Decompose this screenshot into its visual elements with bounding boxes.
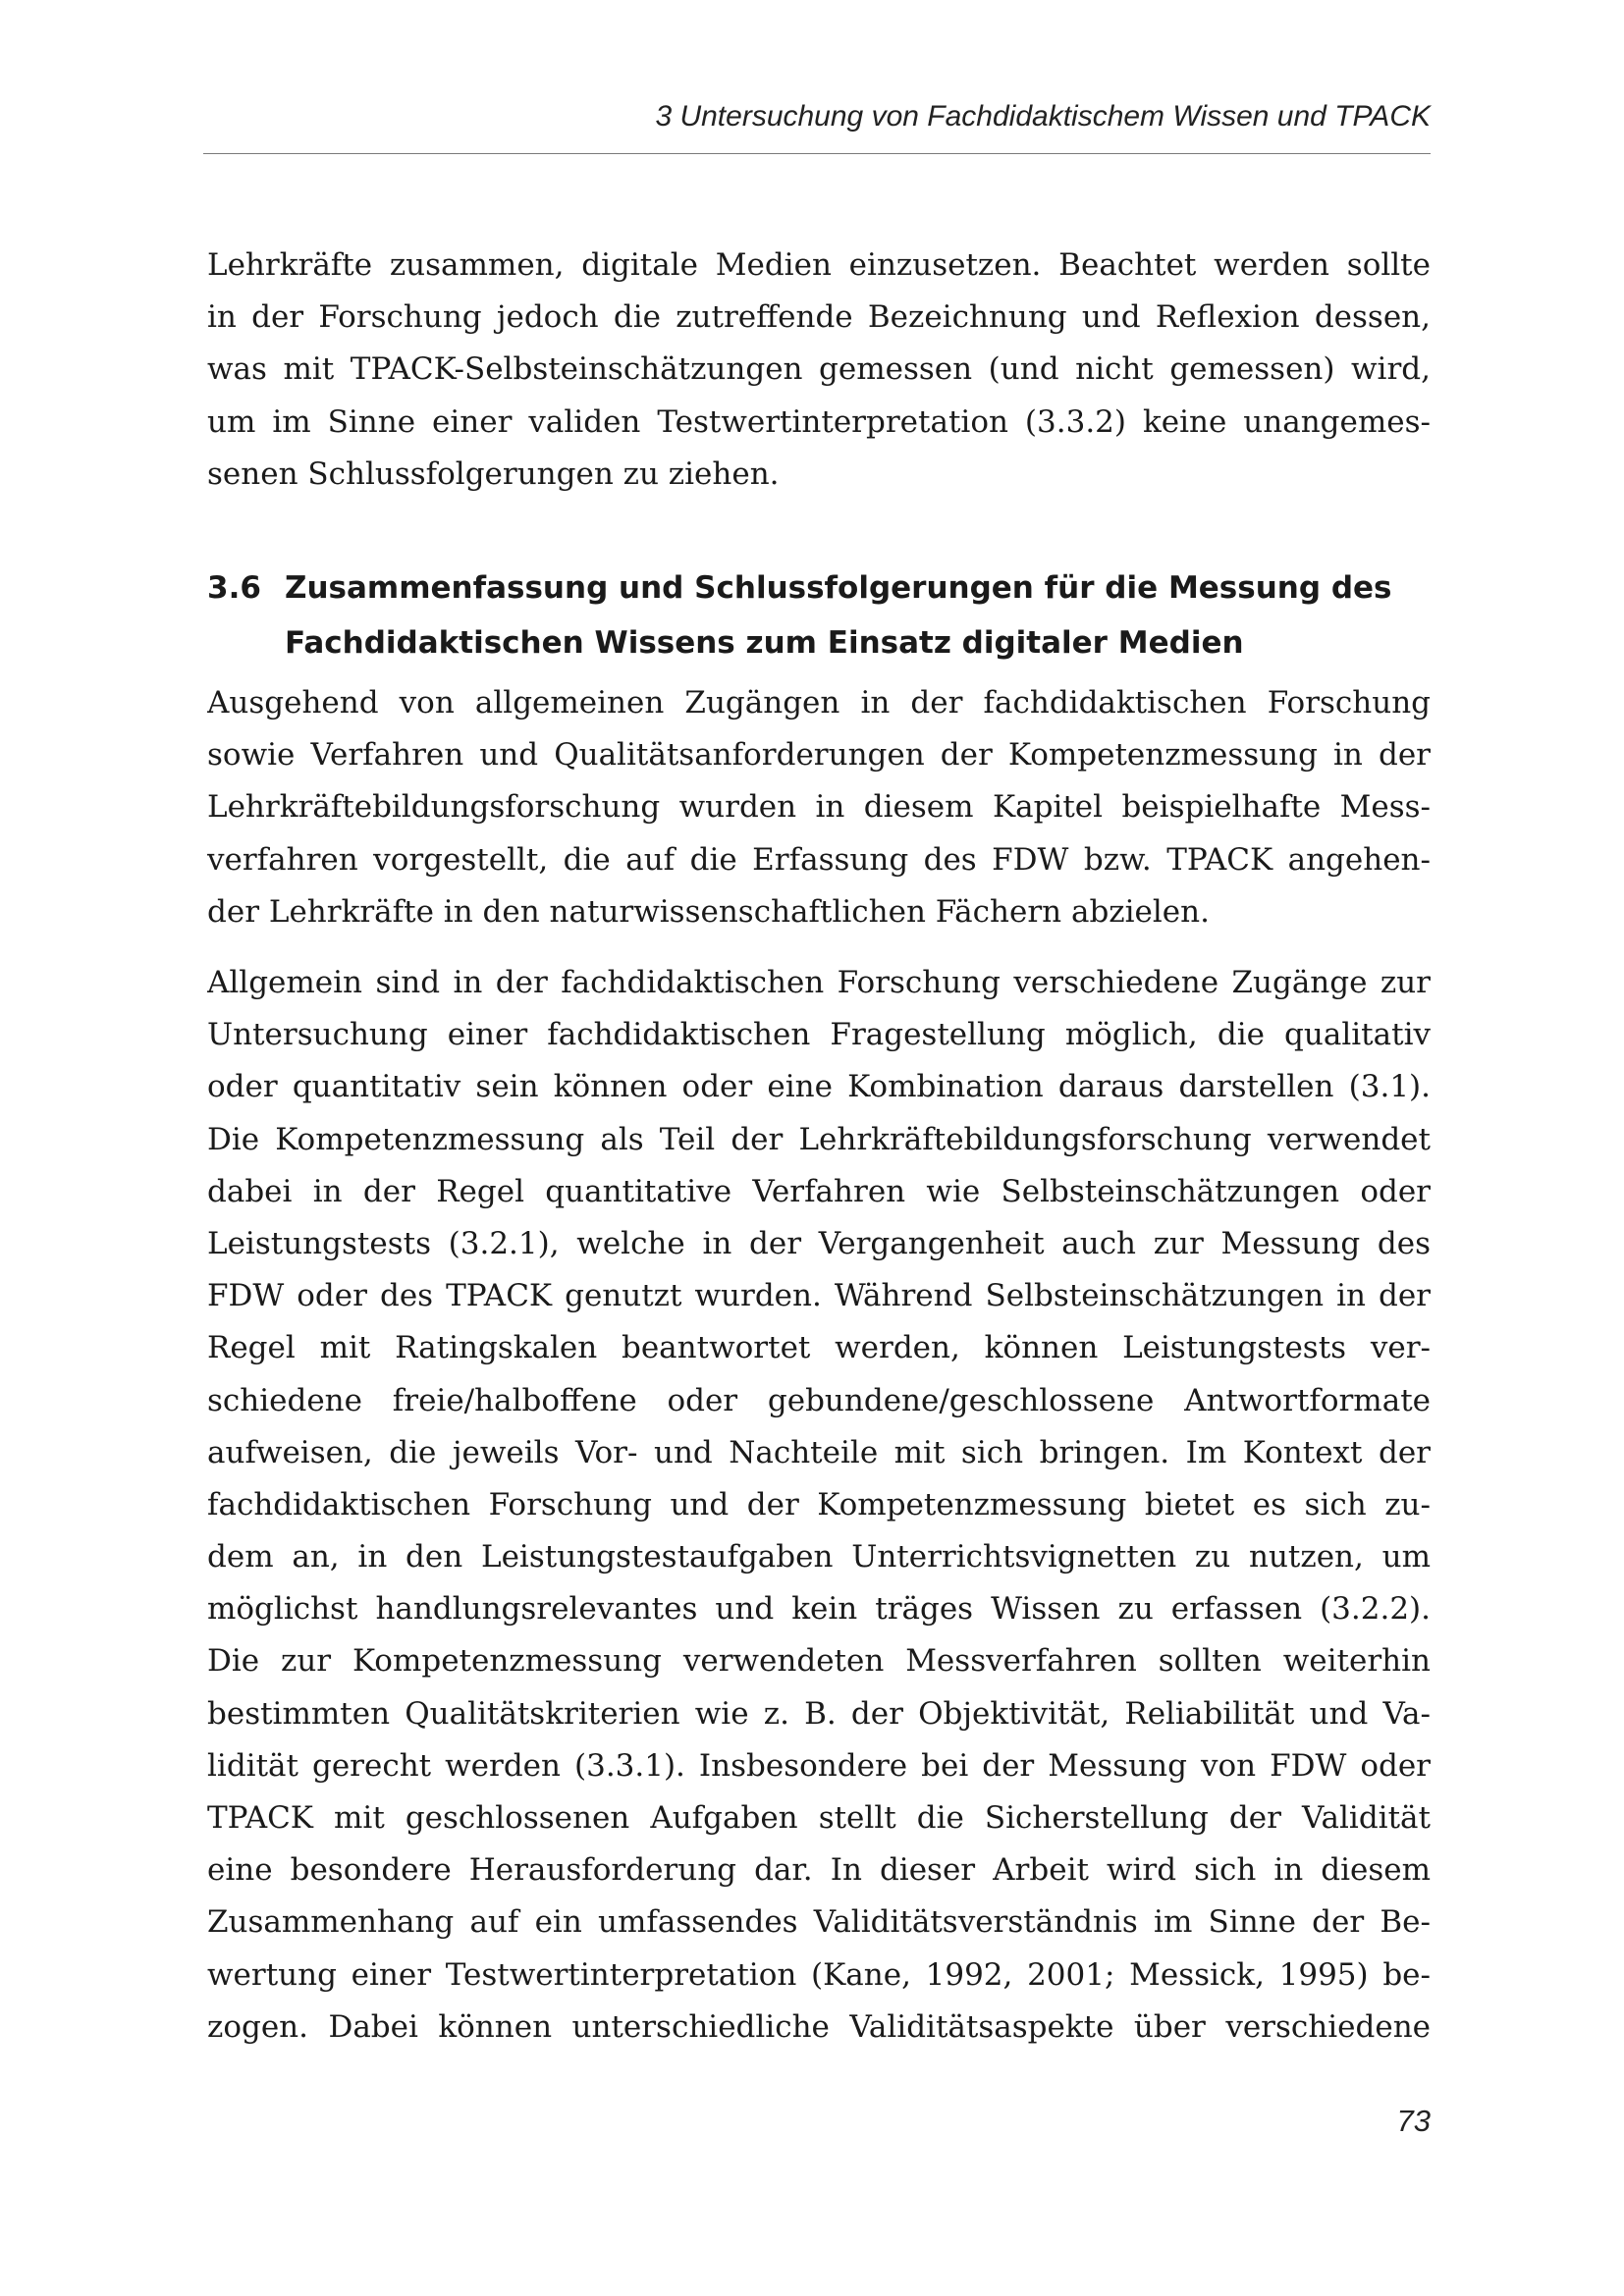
text-line: möglichst handlungsrelevantes und kein träges Wissen zu erfassen (3.2.2).	[207, 1591, 1431, 1628]
paragraph-continuation	[207, 240, 1431, 501]
text-line: was mit TPACK-Selbsteinschätzungen gemessen (und nicht gemessen) wird,	[207, 351, 1431, 388]
running-header	[203, 98, 1431, 154]
text-line: Untersuchung einer fachdidaktischen Fragestellung möglich, die qualitativ	[207, 1017, 1431, 1053]
text-line: Zusammenhang auf ein umfassendes Validitätsverständnis im Sinne der Be-	[207, 1904, 1431, 1941]
text-line: Die Kompetenzmessung als Teil der Lehrkräftebildungsforschung verwendet	[207, 1121, 1431, 1157]
text-line: Ausgehend von allgemeinen Zugängen in der fachdidaktischen Forschung	[207, 685, 1431, 721]
text-line: eine besondere Herausforderung dar. In dieser Arbeit wird sich in diesem	[207, 1852, 1431, 1889]
section-number: 3.6	[207, 569, 261, 606]
text-line: der Lehrkräfte in den naturwissenschaftlichen Fächern abzielen.	[207, 893, 1210, 930]
text-line: oder quantitativ sein können oder eine Kombination daraus darstellen (3.1).	[207, 1069, 1431, 1105]
text-line: senen Schlussfolgerungen zu ziehen.	[207, 455, 780, 492]
page-number: 73	[1396, 2104, 1431, 2138]
text-line: dem an, in den Leistungstestaufgaben Unterrichtsvignetten zu nutzen, um	[207, 1539, 1431, 1575]
text-line: zogen. Dabei können unterschiedliche Validitätsaspekte über verschiedene	[207, 2008, 1431, 2045]
text-line: Leistungstests (3.2.1), welche in der Vergangenheit auch zur Messung des	[207, 1225, 1431, 1261]
text-line: Lehrkräfte zusammen, digitale Medien einzusetzen. Beachtet werden sollte	[207, 247, 1431, 283]
paragraph-summary	[207, 957, 1431, 2054]
text-line: fachdidaktischen Forschung und der Kompetenzmessung bietet es sich zu-	[207, 1486, 1431, 1522]
text-line: Regel mit Ratingskalen beantwortet werden, können Leistungstests ver-	[207, 1330, 1431, 1366]
text-line: schiedene freie/halboffene oder gebundene/geschlossene Antwortformate	[207, 1382, 1431, 1418]
text-line: dabei in der Regel quantitative Verfahren wie Selbsteinschätzungen oder	[207, 1173, 1431, 1209]
text-line: TPACK mit geschlossenen Aufgaben stellt die Sicherstellung der Validität	[207, 1800, 1431, 1836]
text-line: Lehrkräftebildungsforschung wurden in diesem Kapitel beispielhafte Mess-	[207, 789, 1431, 826]
text-line: in der Forschung jedoch die zutreffende Bezeichnung und Reflexion dessen,	[207, 299, 1431, 336]
text-line: FDW oder des TPACK genutzt wurden. Während Selbsteinschätzungen in der	[207, 1278, 1431, 1314]
running-header-title: 3 Untersuchung von Fachdidaktischem Wissen und TPACK	[655, 100, 1431, 133]
text-line: aufweisen, die jeweils Vor- und Nachteile mit sich bringen. Im Kontext der	[207, 1434, 1431, 1470]
section-title	[285, 561, 1431, 670]
section-title-line: Zusammenfassung und Schlussfolgerungen für die Messung des	[285, 569, 1392, 606]
text-line: sowie Verfahren und Qualitätsanforderungen der Kompetenzmessung in der	[207, 737, 1431, 774]
text-line: wertung einer Testwertinterpretation (Kane, 1992, 2001; Messick, 1995) be-	[207, 1956, 1431, 1993]
text-line: Allgemein sind in der fachdidaktischen Forschung verschiedene Zugänge zur	[207, 965, 1431, 1000]
text-line: um im Sinne einer validen Testwertinterpretation (3.3.2) keine unangemes-	[207, 403, 1431, 440]
text-line: verfahren vorgestellt, die auf die Erfassung des FDW bzw. TPACK angehen-	[207, 841, 1431, 878]
text-line: lidität gerecht werden (3.3.1). Insbesondere bei der Messung von FDW oder	[207, 1747, 1431, 1784]
section-title-line: Fachdidaktischen Wissens zum Einsatz digitaler Medien	[285, 624, 1244, 661]
text-line: Die zur Kompetenzmessung verwendeten Messverfahren sollten weiterhin	[207, 1643, 1431, 1680]
text-line: bestimmten Qualitätskriterien wie z. B. der Objektivität, Reliabilität und Va-	[207, 1695, 1431, 1732]
paragraph-intro	[207, 677, 1431, 938]
